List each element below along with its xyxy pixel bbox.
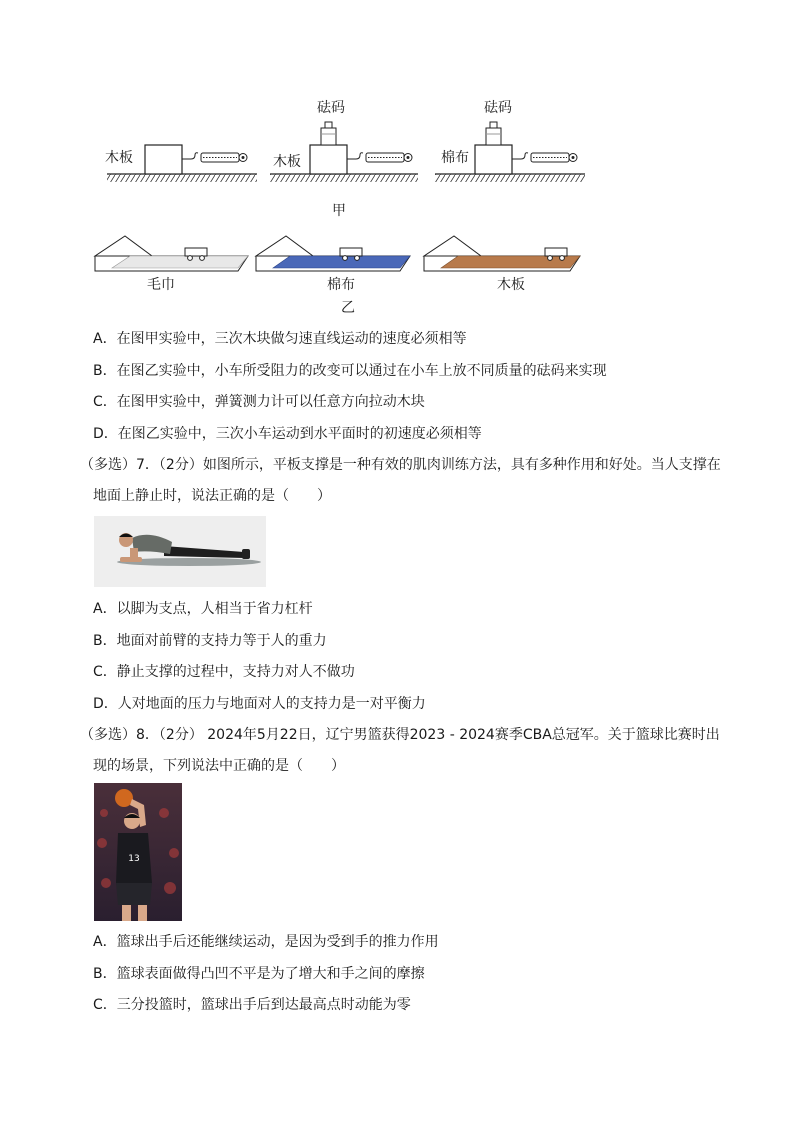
spring-scale-icon — [182, 153, 247, 162]
jersey-number: 13 — [128, 854, 140, 864]
ramp-towel — [95, 236, 248, 271]
q7-option-d[interactable]: D．人对地面的压力与地面对人的支持力是一对平衡力 — [93, 696, 426, 712]
ramp-cotton — [256, 236, 410, 271]
wood-block — [310, 145, 347, 174]
ramp-label-2: 棉布 — [327, 277, 355, 293]
q7-option-b[interactable]: B．地面对前臂的支持力等于人的重力 — [93, 633, 327, 649]
q6-option-a[interactable]: A．在图甲实验中，三次木块做匀速直线运动的速度必须相等 — [93, 331, 467, 347]
q8-option-b[interactable]: B．篮球表面做得凸凹不平是为了增大和手之间的摩擦 — [93, 966, 425, 982]
figure-yi — [90, 228, 590, 278]
spring-scale-icon — [347, 153, 412, 162]
weight-label-1: 砝码 — [317, 100, 345, 116]
weight-icon — [486, 122, 501, 145]
ramp-label-3: 木板 — [497, 277, 525, 293]
figure-caption-yi: 乙 — [341, 300, 355, 316]
q8-option-c[interactable]: C．三分投篮时，篮球出手后到达最高点时动能为零 — [93, 997, 411, 1013]
figure-caption-jia: 甲 — [332, 203, 346, 219]
surface-label-1: 木板 — [105, 150, 133, 166]
spring-scale-icon — [512, 153, 577, 162]
wood-block — [145, 145, 182, 174]
q8-stem-line2: 现的场景，下列说法中正确的是（ ） — [93, 758, 345, 774]
surface-label-2: 木板 — [273, 154, 301, 170]
basketball-photo — [94, 783, 182, 921]
q7-stem-line1: （多选）7．（2分）如图所示，平板支撑是一种有效的肌肉训练方法，具有多种作用和好处。当人支撑在 — [80, 457, 721, 473]
q6-option-d[interactable]: D．在图乙实验中，三次小车运动到水平面时的初速度必须相等 — [93, 426, 482, 442]
plank-photo — [94, 516, 266, 587]
q7-stem-line2: 地面上静止时，说法正确的是（ ） — [93, 488, 331, 504]
q7-option-c[interactable]: C．静止支撑的过程中，支持力对人不做功 — [93, 664, 355, 680]
q8-option-a[interactable]: A．篮球出手后还能继续运动，是因为受到手的推力作用 — [93, 934, 439, 950]
weight-icon — [321, 122, 336, 145]
figure-jia — [95, 95, 595, 190]
setup-wood-with-weight — [270, 122, 418, 182]
wood-block — [475, 145, 512, 174]
ramp-wood — [424, 236, 580, 271]
q7-option-a[interactable]: A．以脚为支点，人相当于省力杠杆 — [93, 601, 313, 617]
ramp-label-1: 毛巾 — [147, 277, 175, 293]
surface-label-3: 棉布 — [441, 150, 469, 166]
weight-label-2: 砝码 — [484, 100, 512, 116]
q8-stem-line1: （多选）8．（2分） 2024年5月22日，辽宁男篮获得2023 - 2024赛季CBA总冠军。关于篮球比赛时出 — [80, 727, 720, 743]
q6-option-c[interactable]: C．在图甲实验中，弹簧测力计可以任意方向拉动木块 — [93, 394, 425, 410]
q6-option-b[interactable]: B．在图乙实验中，小车所受阻力的改变可以通过在小车上放不同质量的砝码来实现 — [93, 363, 607, 379]
